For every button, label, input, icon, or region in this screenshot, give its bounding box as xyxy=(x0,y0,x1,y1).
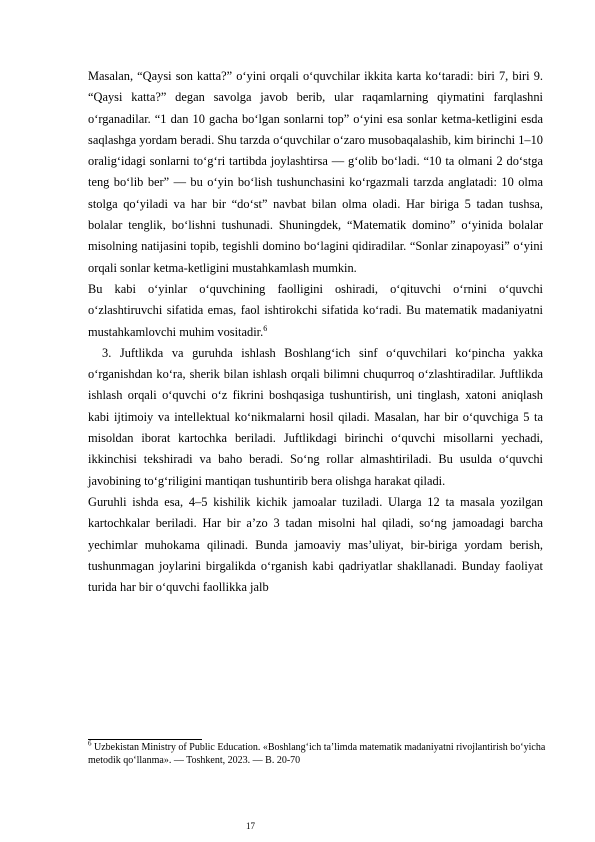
footnote xyxy=(88,739,548,767)
body-text xyxy=(88,66,543,598)
paragraph-2-text: Bu kabi o‘yinlar o‘quvchining faolligini oshiradi, o‘qituvchi o‘rnini o‘quvchi o‘zlashtiruvchi sifatida emas, faol ishtirokchi sifatida ko‘radi. Bu matematik madaniyatni mustahkamlovchi muhim vositadir. xyxy=(88,281,543,339)
paragraph-1: Masalan, “Qaysi son katta?” o‘yini orqali o‘quvchilar ikkita karta ko‘taradi: biri 7, biri 9. “Qaysi katta?” degan savolga javob berib, ular raqamlarning qiymatini farqlashni o‘rganadilar. “1 dan 10 gacha bo‘lgan sonlarni top” o‘yini esa sonlar ketma-ketligini esda saqlashga yordam beradi. Shu tarzda o‘quvchilar o‘zaro musobaqalashib, kim birinchi 1–10 oralig‘idagi sonlarni to‘g‘ri tartibda joylashtirsa — g‘olib bo‘ladi. “10 ta olmani 2 do‘stga teng bo‘lib ber” — bu o‘yin bo‘lish tushunchasini ko‘rgazmali tarzda anglatadi: 10 olma stolga qo‘yiladi va har bir “do‘st” navbat bilan olma oladi. Har biriga 5 tadan tushsa, bolalar tenglik, bo‘lishni tushunadi. Shuningdek, “Matematik domino” o‘yinida bolalar misolning natijasini topib, tegishli domino bo‘lagini qidiradilar. “Sonlar zinapoyasi” o‘yini orqali sonlar ketma-ketligini mustahkamlash mumkin. xyxy=(88,69,543,275)
page-number: 17 xyxy=(246,821,255,831)
paragraph-4: Guruhli ishda esa, 4–5 kishilik kichik jamoalar tuziladi. Ularga 12 ta masala yozilgan kartochkalar beriladi. Har bir a’zo 3 tadan misolni hal qiladi, so‘ng jamoadagi barcha yechimlar muhokama qilinadi. Bunda jamoaviy mas’uliyat, bir-biriga yordam berish, tushunmagan joylarini birgalikda o‘rganish kabi qadriyatlar shakllanadi. Bunday faoliyat turida har bir o‘quvchi faollikka jalb xyxy=(88,494,543,595)
footnote-text: Uzbekistan Ministry of Public Education. «Boshlang‘ich ta’limda matematik madaniyatni rivojlantirish bo‘yicha metodik qo‘llanma». — Toshkent, 2023. — B. 20-70 xyxy=(88,742,546,766)
footnote-divider xyxy=(88,739,202,740)
footnote-mark: 6 xyxy=(88,739,92,748)
paragraph-2 xyxy=(88,279,543,343)
footnote-reference[interactable]: 6 xyxy=(263,323,268,333)
paragraph-3: 3. Juftlikda va guruhda ishlash Boshlang‘ich sinf o‘quvchilari ko‘pincha yakka o‘rganishdan ko‘ra, sherik bilan ishlash orqali bilimni chuqurroq o‘zlashtiradilar. Juftlikda ishlash orqali o‘quvchi o‘z fikrini boshqasiga tushuntirish, uni tinglash, xatoni aniqlash kabi ijtimoiy va intellektual ko‘nikmalarni hosil qiladi. Masalan, har bir o‘quvchiga 5 ta misoldan iborat kartochka beriladi. Juftlikdagi birinchi o‘quvchi misollarni yechadi, ikkinchisi tekshiradi va baho beradi. So‘ng rollar almashtiriladi. Bu usulda o‘quvchi javobining to‘g‘riligini mantiqan tushuntirib bera olishga harakat qiladi. xyxy=(88,345,543,488)
